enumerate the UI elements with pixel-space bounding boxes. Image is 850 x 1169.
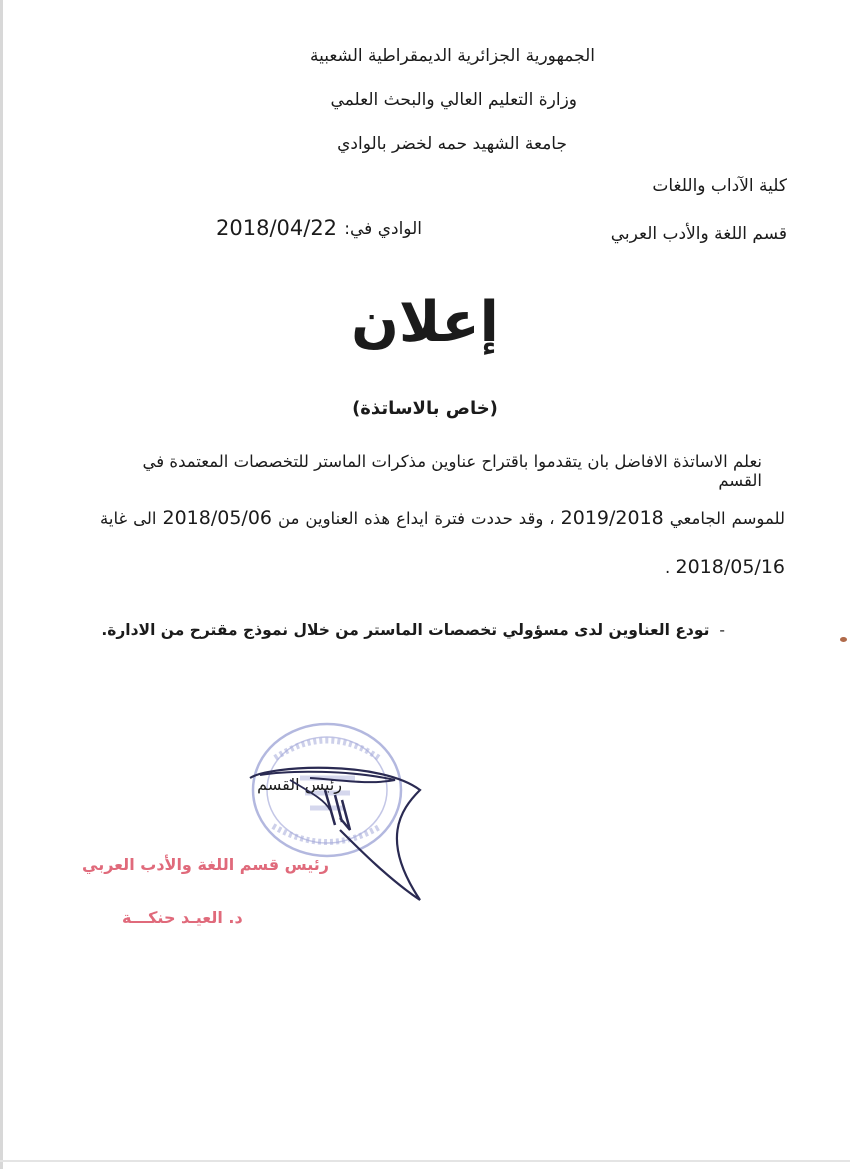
handwritten-signature (230, 730, 440, 910)
header-ministry: وزارة التعليم العالي والبحث العلمي (330, 90, 577, 110)
announcement-subtitle: (خاص بالاساتذة) (352, 398, 498, 419)
header-university: جامعة الشهيد حمه لخضر بالوادي (337, 134, 567, 154)
date-value: 2018/04/22 (216, 216, 338, 240)
body-until-text: الى غاية (100, 509, 157, 528)
stamp-role: رئيس قسم اللغة والأدب العربي (82, 855, 330, 874)
end-date: 2018/05/16 (675, 556, 785, 578)
deposit-note (101, 621, 725, 639)
body-line-1: نعلم الاساتذة الافاضل بان يتقدموا باقتراح عناوين مذكرات الماستر للتخصصات المعتمدة في القسم (142, 452, 762, 490)
date-label: الوادي في: (344, 219, 422, 239)
body-period-text: ، وقد حددت فترة ايداع هذه العناوين من (278, 509, 555, 528)
note-text: تودع العناوين لدى مسؤولي تخصصات الماستر من خلال نموذج مقترح من الادارة. (101, 621, 710, 639)
body-line-2 (100, 507, 785, 529)
department-name: قسم اللغة والأدب العربي (610, 224, 787, 244)
body-line-3 (100, 556, 785, 578)
page-left-edge (0, 0, 3, 1169)
scan-speck (840, 637, 847, 642)
announcement-title: إعلان (351, 290, 499, 355)
body-season-prefix: للموسم الجامعي (669, 509, 785, 528)
stamp-person-name: د. العيـد حنكـــة (122, 908, 243, 927)
header-republic: الجمهورية الجزائرية الديمقراطية الشعبية (309, 46, 595, 66)
academic-season: 2019/2018 (560, 507, 664, 529)
start-date: 2018/05/06 (162, 507, 272, 529)
department-head-title: رئيس القسم (257, 775, 342, 794)
faculty-name: كلية الآداب واللغات (652, 176, 787, 196)
note-dash: - (719, 621, 725, 639)
page-bottom-edge (0, 1160, 850, 1162)
body-period-end: . (664, 558, 671, 577)
